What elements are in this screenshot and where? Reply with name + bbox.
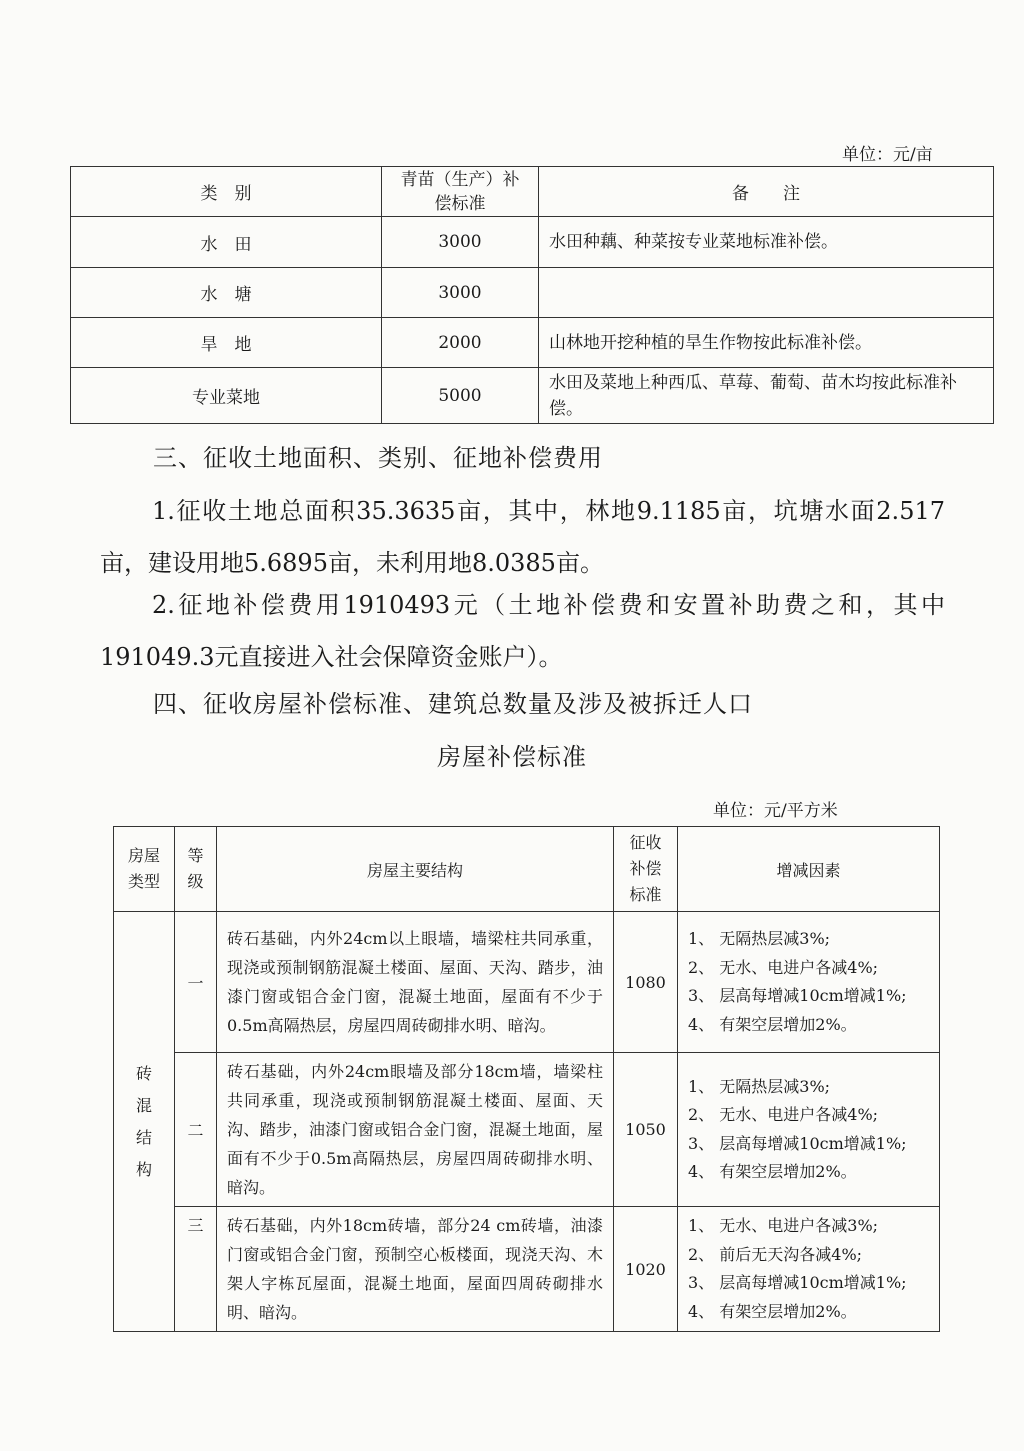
- section-4-heading: 四、征收房屋补偿标准、建筑总数量及涉及被拆迁人口: [153, 690, 753, 718]
- compensation-fee-paragraph: 2.征地补偿费用1910493元（土地补偿费和安置补助费之和，其中191049.3元直接进入社会保障资金账户）。: [100, 591, 945, 671]
- row-remark: 山林地开挖种植的旱生作物按此标准补偿。: [539, 318, 994, 368]
- structure-cell: 砖石基础，内外24cm眼墙及部分18cm墙，墙梁柱共同承重，现浇或预制钢筋混凝土楼面、屋面、天沟、踏步，油漆门窗或铝合金门窗，混凝土地面，屋面有不少于0.5m高隔热层，房屋四周砖砌排水明、暗沟。: [217, 1053, 614, 1207]
- factor-item: 1、 无隔热层减3%;: [688, 1076, 831, 1096]
- factor-item: 2、 无水、电进户各减4%;: [688, 957, 879, 977]
- table-row: [114, 912, 940, 1053]
- house-type-char: 结: [136, 1127, 153, 1147]
- grade-cell: 三: [175, 1207, 217, 1332]
- factor-item: 1、 无水、电进户各减3%;: [688, 1216, 879, 1235]
- house-compensation-table: [113, 826, 940, 1332]
- factor-item: 3、 层高每增减10cm增减1%;: [688, 1273, 907, 1292]
- header-standard-line2: 补偿: [629, 859, 662, 878]
- standard-cell: 1050: [614, 1053, 678, 1207]
- header-standard: [382, 167, 539, 217]
- standard-cell: 1020: [614, 1207, 678, 1332]
- table-header-row: [114, 827, 940, 912]
- header-factors: 增减因素: [678, 827, 940, 912]
- row-category: 专业菜地: [71, 368, 382, 424]
- factor-item: 4、 有架空层增加2%。: [688, 1014, 857, 1034]
- table-row: [114, 1207, 940, 1332]
- house-type-text: [136, 1058, 152, 1186]
- header-house-type-line1: 房屋: [127, 846, 160, 865]
- row-remark: [539, 268, 994, 318]
- grade-cell: 一: [175, 912, 217, 1053]
- header-category: 类 别: [71, 167, 382, 217]
- factor-item: 4、 有架空层增加2%。: [688, 1301, 857, 1321]
- structure-cell: 砖石基础，内外24cm以上眼墙，墙梁柱共同承重，现浇或预制钢筋混凝土楼面、屋面、天沟、踏步，油漆门窗或铝合金门窗，混凝土地面，屋面有不少于0.5m高隔热层，房屋四周砖砌排水明、暗沟。: [217, 912, 614, 1053]
- table-row: [71, 318, 994, 368]
- header-standard-line1: 青苗（生产）补: [400, 169, 520, 190]
- header-grade-line1: 等: [187, 846, 204, 865]
- factors-cell: [678, 1207, 940, 1332]
- header-grade-line2: 级: [187, 872, 204, 891]
- table-row: [71, 368, 994, 424]
- row-standard: 3000: [382, 217, 539, 268]
- header-house-type: [114, 827, 175, 912]
- factors-cell: [678, 912, 940, 1053]
- header-grade: [175, 827, 217, 912]
- table-row: [71, 217, 994, 268]
- factor-item: 4、 有架空层增加2%。: [688, 1162, 857, 1181]
- header-standard: [614, 827, 678, 912]
- table-row: [71, 268, 994, 318]
- factor-item: 3、 层高每增减10cm增减1%;: [688, 986, 907, 1005]
- factor-item: 3、 层高每增减10cm增减1%;: [688, 1133, 907, 1153]
- factor-item: 1、 无隔热层减3%;: [688, 929, 831, 948]
- grade-cell: 二: [175, 1053, 217, 1207]
- header-structure: 房屋主要结构: [217, 827, 614, 912]
- table-caption: 房屋补偿标准: [437, 743, 587, 771]
- header-remark: 备 注: [539, 167, 994, 217]
- table2-unit: 单位：元/平方米: [713, 801, 838, 821]
- row-category: 水 田: [71, 217, 382, 268]
- table1-unit: 单位：元/亩: [842, 145, 933, 165]
- row-remark: 水田及菜地上种西瓜、草莓、葡萄、苗木均按此标准补偿。: [539, 368, 994, 424]
- table-header-row: [71, 167, 994, 217]
- row-standard: 2000: [382, 318, 539, 368]
- header-standard-line3: 标准: [629, 885, 662, 904]
- section-3-heading: 三、征收土地面积、类别、征地补偿费用: [153, 444, 603, 472]
- row-standard: 3000: [382, 268, 539, 318]
- row-category: 水 塘: [71, 268, 382, 318]
- house-type-char: 构: [136, 1159, 153, 1179]
- row-category: 旱 地: [71, 318, 382, 368]
- row-standard: 5000: [382, 368, 539, 424]
- header-standard-line1: 征收: [629, 833, 662, 852]
- factor-item: 2、 无水、电进户各减4%;: [688, 1105, 879, 1124]
- header-standard-line2: 偿标准: [434, 193, 486, 214]
- factor-item: 2、 前后无天沟各减4%;: [688, 1244, 863, 1264]
- header-house-type-line2: 类型: [127, 872, 160, 891]
- house-type-char: 混: [136, 1095, 153, 1115]
- row-remark: 水田种藕、种菜按专业菜地标准补偿。: [539, 217, 994, 268]
- structure-cell: 砖石基础，内外18cm砖墙，部分24 cm砖墙，油漆门窗或铝合金门窗，预制空心板楼面，现浇天沟、木架人字栋瓦屋面，混凝土地面，屋面四周砖砌排水明、暗沟。: [217, 1207, 614, 1332]
- factors-cell: [678, 1053, 940, 1207]
- land-area-paragraph: 1.征收土地总面积35.3635亩，其中，林地9.1185亩，坑塘水面2.517亩，建设用地5.6895亩，未利用地8.0385亩。: [100, 497, 945, 577]
- seedling-compensation-table: [70, 166, 994, 424]
- standard-cell: 1080: [614, 912, 678, 1053]
- house-type-cell: [114, 912, 175, 1332]
- table-row: [114, 1053, 940, 1207]
- house-type-char: 砖: [136, 1063, 153, 1083]
